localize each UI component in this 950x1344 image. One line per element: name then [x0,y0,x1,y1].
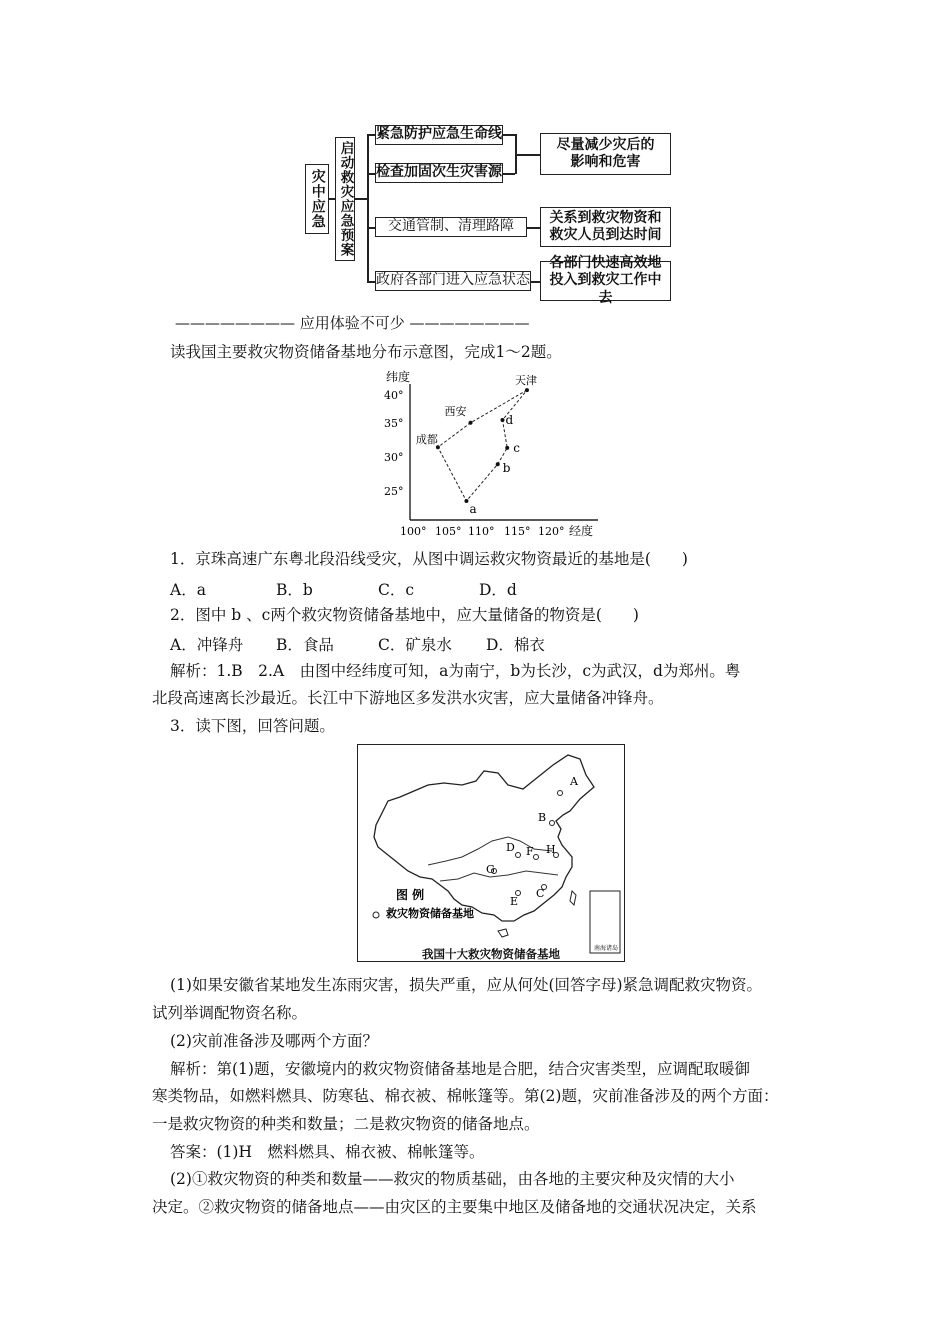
legend-item: 救灾物资储备基地 [386,907,474,920]
q2-option-c: C．矿泉水 [378,636,452,654]
legend-marker [373,912,379,918]
map-base-label: H [546,843,556,856]
base-point [500,418,504,422]
question-2: 2．图中 b 、c两个救灾物资储备基地中，应大量储备的物资是( ) [170,606,639,624]
q2-option-d: D．棉衣 [486,636,545,654]
map-base-marker [516,853,521,858]
analysis-3-line-3: 一是救灾物资的种类和数量；二是救灾物资的储备地点。 [152,1115,540,1133]
map-base-label: G [486,863,495,876]
question-3: 3．读下图，回答问题。 [170,717,335,735]
base-point-label: a [469,501,477,516]
china-map-figure [357,744,625,962]
base-point-label: d [505,413,514,428]
q3-sub2: (2)灾前准备涉及哪两个方面？ [170,1032,378,1050]
base-point [469,421,473,425]
map-base-label: E [510,895,519,908]
base-point [464,499,468,503]
map-base-label: B [538,811,547,824]
base-point-label: 天津 [514,374,537,388]
hainan-island [498,929,508,937]
analysis-3-line-2: 寒类物品，如燃料燃具、防寒毡、棉衣被、棉帐篷等。第(2)题，灾前准备涉及的两个方面： [152,1087,779,1105]
map-base-label: A [570,775,578,788]
map-base-label: C [536,887,545,900]
q1-option-b: B．b [276,581,313,599]
q2-option-b: B．食品 [276,636,334,654]
x-tick-label: 100° [400,525,427,538]
flow-root: 灾中应急 [305,164,329,234]
base-point-label: 成都 [415,433,438,447]
china-map-svg [358,745,623,960]
map-base-marker [534,855,539,860]
analysis-3-line-1: 解析：第(1)题，安徽境内的救灾物资储备基地是合肥，结合灾害类型，应调配取暖御 [170,1060,750,1078]
flow-result-1: 尽量减少灾后的影响和危害 [540,133,671,175]
base-location-chart [370,368,610,540]
map-base-marker [550,821,555,826]
y-tick-label: 35° [384,417,404,430]
analysis-1-line-1: 解析：1.B 2.A 由图中经纬度可知，a为南宁，b为长沙，c为武汉，d为郑州。粤 [170,662,741,680]
map-base-label: F [526,845,534,858]
x-tick-label: 120° [538,525,565,538]
map-base-label: D [506,841,515,854]
x-tick-label: 110° [468,525,495,538]
south-sea-inset [590,891,620,953]
q3-sub1-line-2: 试列举调配物资名称。 [152,1004,308,1022]
q1-option-c: C．c [378,581,415,599]
x-tick-label: 105° [435,525,462,538]
inset-label: 南海诸岛 [594,945,619,952]
taiwan-island [570,891,576,905]
map-caption: 我国十大救灾物资储备基地 [422,947,560,961]
base-point-label: 西安 [444,404,467,418]
y-tick-label: 25° [384,485,404,498]
flow-action-2: 检查加固次生灾害源 [375,163,503,183]
flow-result-3: 各部门快速高效地投入到救灾工作中去 [540,261,671,301]
base-point [496,462,500,466]
answer-line-1: 答案：(1)H 燃料燃具、棉衣被、棉帐篷等。 [170,1143,485,1161]
map-base-marker [558,791,563,796]
yangtze-river [440,871,558,881]
base-point [505,446,509,450]
chart-svg [370,368,610,540]
base-point [525,388,529,392]
q3-sub1-line-1: (1)如果安徽省某地发生冻雨灾害，损失严重，应从何处(回答字母)紧急调配救灾物资。 [170,976,763,994]
x-tick-label: 115° [504,525,531,538]
flow-result-2: 关系到救灾物资和救灾人员到达时间 [540,207,671,247]
answer-line-3: 决定。②救灾物资的储备地点——由灾区的主要集中地区及储备地的交通状况决定，关系 [152,1198,757,1216]
x-axis-label: 经度 [569,524,594,538]
answer-line-2: (2)①救灾物资的种类和数量——救灾的物质基础，由各地的主要灾种及灾情的大小 [170,1170,735,1188]
base-point-label: c [513,440,520,455]
q1-option-a: A．a [170,581,206,599]
base-point-label: b [502,461,511,476]
flow-middle: 启动救灾应急预案 [335,137,355,261]
q1-option-d: D．d [479,581,517,599]
flow-action-3: 交通管制、清理路障 [375,217,527,237]
y-axis-label: 纬度 [386,370,411,384]
flow-action-1: 紧急防护应急生命线 [375,125,503,145]
q2-option-a: A．冲锋舟 [170,636,244,654]
question-1: 1．京珠高速广东粤北段沿线受灾，从图中调运救灾物资最近的基地是( ) [170,550,688,568]
analysis-1-line-2: 北段高速离长沙最近。长江中下游地区多发洪水灾害，应大量储备冲锋舟。 [152,689,664,707]
section-header: ———————— 应用体验不可少 ———————— [175,314,530,332]
flow-action-4: 政府各部门进入应急状态 [375,271,531,291]
intro-text: 读我国主要救灾物资储备基地分布示意图，完成1～2题。 [170,343,562,361]
y-tick-label: 40° [384,389,404,402]
y-tick-label: 30° [384,451,404,464]
legend-title: 图 例 [396,888,425,902]
